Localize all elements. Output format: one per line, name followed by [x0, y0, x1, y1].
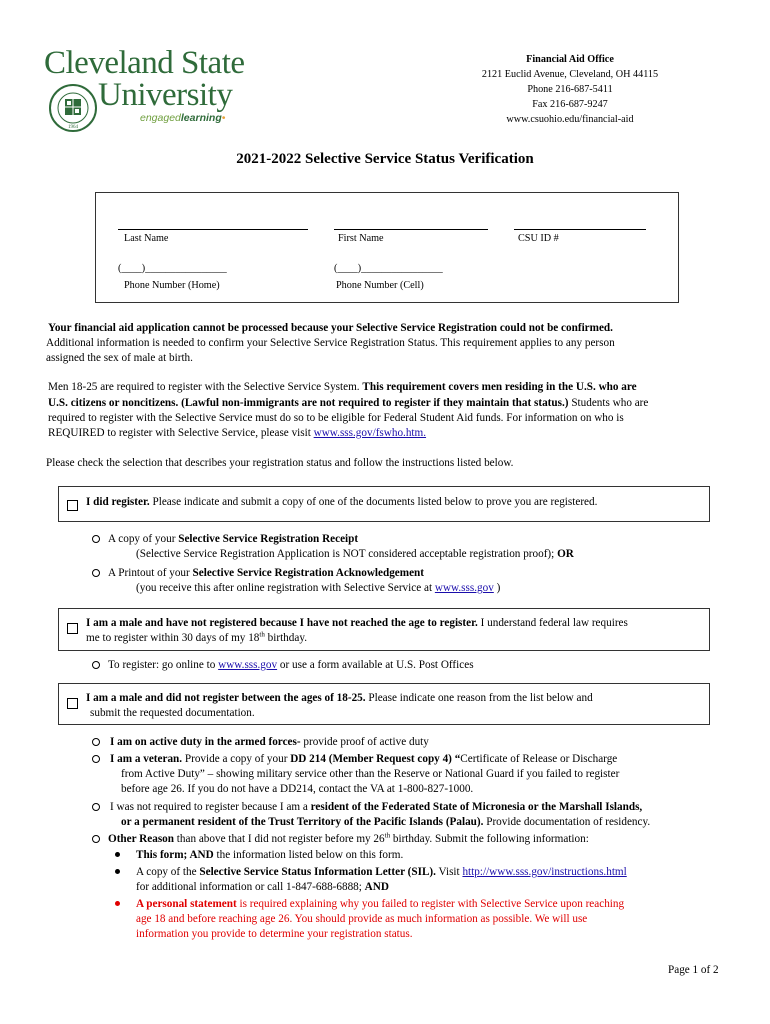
- men-line-3: required to register with the Selective Service must do so to be eligible for Federal Student Aid funds. For information on who is: [48, 412, 624, 424]
- office-website: www.csuohio.edu/financial-aid: [506, 114, 634, 125]
- university-seal-icon: [48, 82, 98, 134]
- bullet-circle-icon: [92, 569, 100, 577]
- check-instruction: Please check the selection that describes your registration status and follow the instructions listed below.: [46, 457, 514, 469]
- reason-veteran: I am a veteran. Provide a copy of your DD 214 (Member Request copy 4) “Certificate of Release or Discharge: [110, 753, 618, 765]
- phone-home-label: Phone Number (Home): [124, 280, 220, 291]
- phone-home-field[interactable]: (____)________________: [118, 263, 227, 274]
- option-did-not-register-text: I am a male and did not register between the ages of 18-25. Please indicate one reason from the list below and: [86, 692, 593, 704]
- first-name-label: First Name: [338, 233, 384, 244]
- logo-tagline: engagedlearning•: [140, 112, 226, 124]
- office-info: [440, 52, 700, 127]
- university-logo: [44, 45, 284, 140]
- option2-item-register: To register: go online to www.sss.gov or use a form available at U.S. Post Offices: [108, 659, 474, 671]
- reason-resident-2: or a permanent resident of the Trust Territory of the Pacific Islands (Palau). Provide documentation of residency.: [121, 816, 651, 828]
- option-not-of-age-text: I am a male and have not registered because I have not reached the age to register. I understand federal law requires: [86, 617, 628, 629]
- phone-cell-field[interactable]: (____)________________: [334, 263, 443, 274]
- men-line-4: REQUIRED to register with Selective Service, please visit www.sss.gov/fswho.htm.: [48, 427, 427, 439]
- option1-item-ack-note: (you receive this after online registration with Selective Service at www.sss.gov ): [136, 582, 501, 594]
- other-item-this-form: This form; AND the information listed below on this form.: [136, 849, 404, 861]
- office-address: 2121 Euclid Avenue, Cleveland, OH 44115: [481, 69, 659, 80]
- option-registered-text: I did register. Please indicate and submit a copy of one of the documents listed below to prove you are registered.: [86, 496, 598, 508]
- bullet-circle-icon: [92, 803, 100, 811]
- csu-id-field[interactable]: [514, 229, 646, 230]
- sss-instructions-link[interactable]: http://www.sss.gov/instructions.html: [462, 866, 627, 878]
- bullet-circle-icon: [92, 755, 100, 763]
- reason-veteran-2: from Active Duty” – showing military service other than the Reserve or National Guard if you failed to register: [121, 768, 620, 780]
- page-number: Page 1 of 2: [668, 964, 719, 976]
- other-item-statement-2: age 18 and before reaching age 26. You should provide as much information as possible. We will use: [136, 913, 588, 925]
- other-item-sil: A copy of the Selective Service Status Information Letter (SIL). Visit http://www.sss.gov/instructions.html: [136, 866, 627, 878]
- intro-line-2: Additional information is needed to confirm your Selective Service Registration Status. This requirement applies to any person: [46, 337, 615, 349]
- option-did-not-register-text-2: submit the requested documentation.: [90, 707, 255, 719]
- option-did-not-register-checkbox[interactable]: [67, 698, 78, 709]
- last-name-label: Last Name: [124, 233, 169, 244]
- last-name-field[interactable]: [118, 229, 308, 230]
- option1-item-acknowledgement: A Printout of your Selective Service Registration Acknowledgement: [108, 567, 424, 579]
- bullet-circle-icon: [92, 835, 100, 843]
- office-phone: Phone 216-687-5411: [527, 84, 613, 95]
- bullet-circle-icon: [92, 535, 100, 543]
- office-fax: Fax 216-687-9247: [532, 99, 608, 110]
- option1-item-receipt: A copy of your Selective Service Registration Receipt: [108, 533, 359, 545]
- option-not-of-age-checkbox[interactable]: [67, 623, 78, 634]
- sss-gov-link[interactable]: www.sss.gov: [218, 659, 278, 671]
- reason-veteran-3: before age 26. If you do not have a DD214, contact the VA at 1-800-827-1000.: [121, 783, 474, 795]
- men-line-2: U.S. citizens or noncitizens. (Lawful non-immigrants are not required to register if they maintain that status.) Students who are: [48, 397, 649, 409]
- other-item-statement: A personal statement is required explaining why you failed to register with Selective Service upon reaching: [136, 898, 625, 910]
- option-registered-checkbox[interactable]: [67, 500, 78, 511]
- logo-line-1: Cleveland State: [44, 45, 245, 81]
- sss-who-link[interactable]: www.sss.gov/fswho.htm.: [313, 427, 427, 439]
- bullet-dot-icon: [115, 852, 120, 857]
- men-line-1: Men 18-25 are required to register with the Selective Service System. This requirement covers men residing in the U.S. who are: [48, 381, 637, 393]
- option1-item-receipt-note: (Selective Service Registration Application is NOT considered acceptable registration proof); OR: [136, 548, 574, 560]
- option-not-of-age-text-2: me to register within 30 days of my 18th birthday.: [86, 630, 307, 644]
- first-name-field[interactable]: [334, 229, 488, 230]
- office-name: Financial Aid Office: [526, 54, 614, 65]
- bullet-circle-icon: [92, 738, 100, 746]
- bullet-dot-icon: [115, 869, 120, 874]
- logo-line-2: University: [98, 77, 233, 113]
- csu-id-label: CSU ID #: [518, 233, 559, 244]
- reason-other: Other Reason than above that I did not register before my 26th birthday. Submit the following information:: [108, 831, 589, 845]
- bullet-circle-icon: [92, 661, 100, 669]
- reason-resident: I was not required to register because I am a resident of the Federated State of Micronesia or the Marshall Islands,: [110, 801, 643, 813]
- bullet-dot-icon: [115, 901, 120, 906]
- page-title: 2021-2022 Selective Service Status Verification: [236, 151, 534, 167]
- other-item-statement-3: information you provide to determine your registration status.: [136, 928, 413, 940]
- intro-line-3: assigned the sex of male at birth.: [46, 352, 193, 364]
- other-item-sil-2: for additional information or call 1-847-688-6888; AND: [136, 881, 389, 893]
- svg-text:1964: 1964: [68, 125, 78, 130]
- phone-cell-label: Phone Number (Cell): [336, 280, 424, 291]
- sss-gov-link[interactable]: www.sss.gov: [434, 582, 494, 594]
- intro-warning: Your financial aid application cannot be processed because your Selective Service Registration could not be confirmed.: [48, 322, 613, 334]
- reason-active-duty: I am on active duty in the armed forces- provide proof of active duty: [110, 736, 429, 748]
